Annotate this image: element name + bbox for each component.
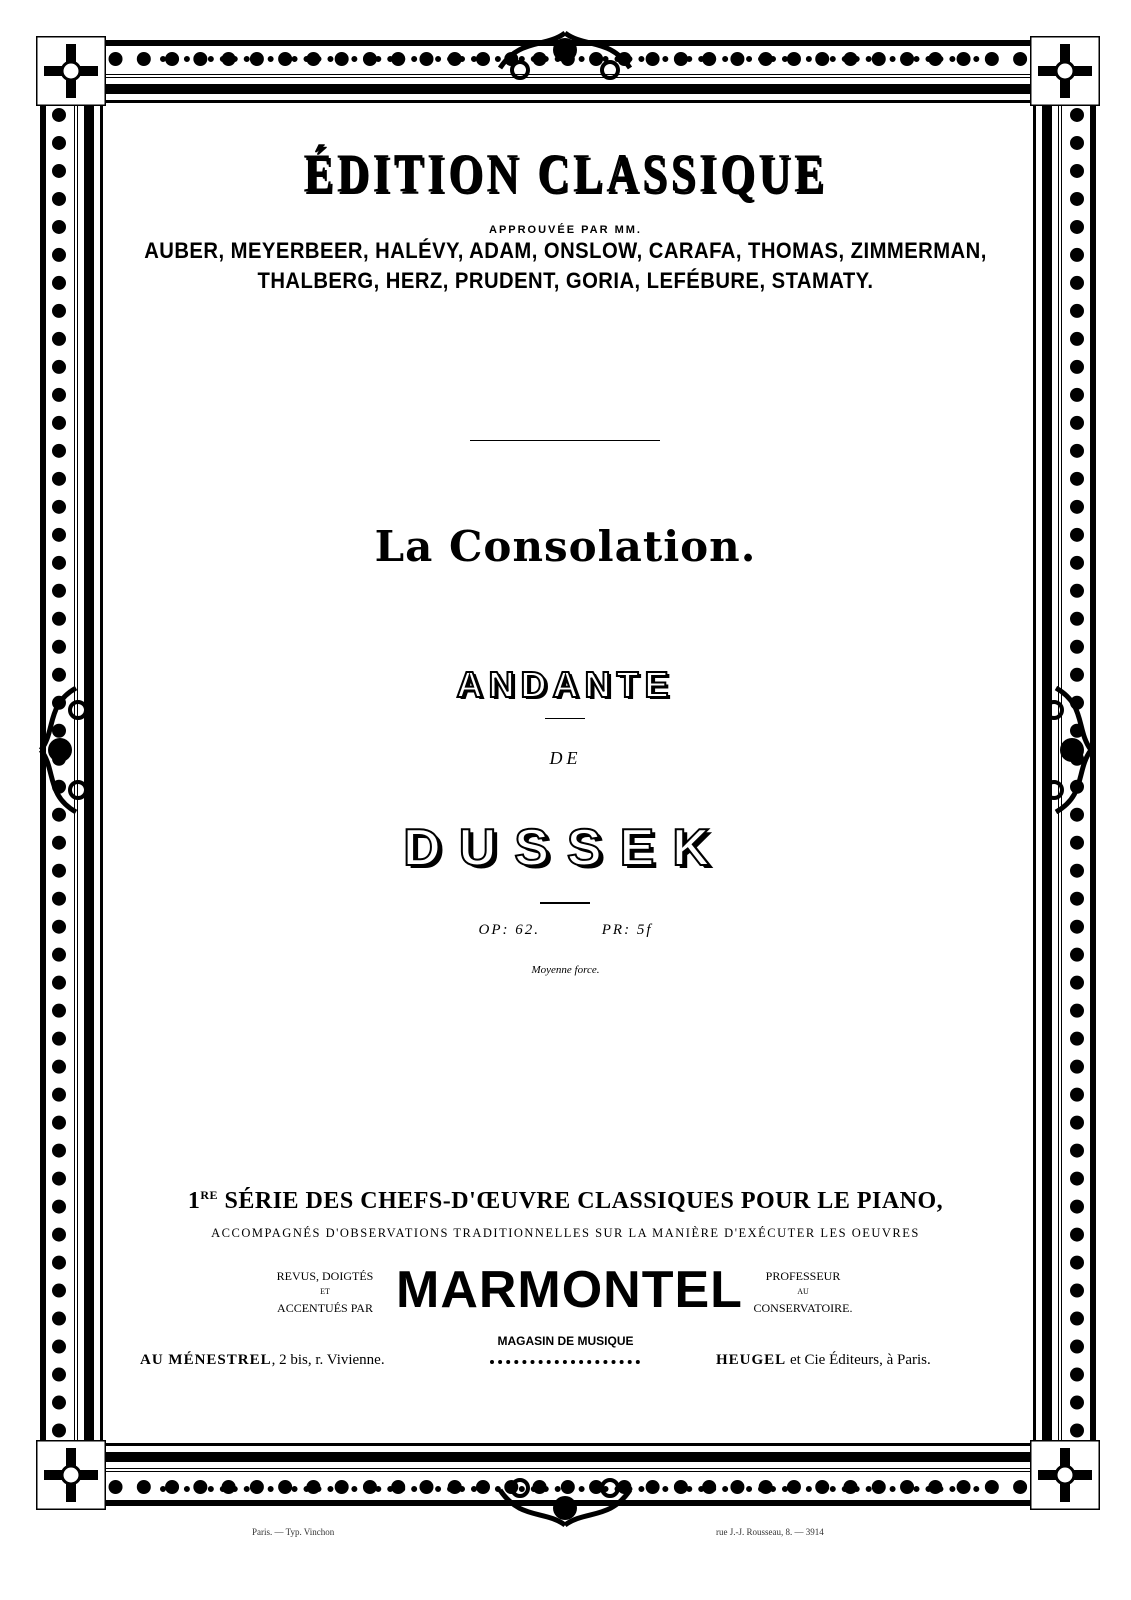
approved-by-label: APPROUVÉE PAR MM. [489, 224, 642, 236]
editor-right-line-1: PROFESSEUR [765, 1269, 841, 1283]
series-number-suffix: RE [200, 1188, 219, 1202]
printer-imprint-right: rue J.-J. Rousseau, 8. — 3914 [716, 1527, 824, 1537]
editor-left-line-1: REVUS, DOIGTÉS [276, 1269, 374, 1283]
opus-price-line [0, 922, 1131, 939]
flourish-rule-2 [540, 902, 590, 904]
corner-cross-icon-bottom-right [1030, 1440, 1100, 1510]
editor-left-line-3: ACCENTUÉS PAR [277, 1301, 373, 1315]
composers-line-1: AUBER, MEYERBEER, HALÉVY, ADAM, ONSLOW, CARAFA, THOMAS, ZIMMERMAN, [144, 238, 987, 263]
opus-number: OP: 62. [478, 922, 540, 938]
edition-title: ÉDITION CLASSIQUE [303, 142, 828, 205]
work-title: La Consolation. [374, 522, 757, 571]
publisher-left-address: , 2 bis, r. Vivienne. [271, 1352, 385, 1368]
publisher-right-rest: et Cie Éditeurs, à Paris. [786, 1352, 931, 1368]
series-number: 1 [187, 1188, 201, 1214]
publisher-left [140, 1352, 385, 1369]
form-title: ANDANTE [456, 664, 675, 705]
de-label: DE [549, 748, 582, 768]
scroll-ornament-icon-bottom [490, 1470, 640, 1530]
series-subtitle: ACCOMPAGNÉS D'OBSERVATIONS TRADITIONNELLES SUR LA MANIÈRE D'EXÉCUTER LES OEUVRES [211, 1226, 920, 1240]
composer-name: DUSSEK [403, 819, 728, 877]
composers-line-2: THALBERG, HERZ, PRUDENT, GORIA, LEFÉBURE, STAMATY. [257, 268, 874, 293]
magasin-label: MAGASIN DE MUSIQUE [497, 1334, 634, 1348]
printer-imprint-left: Paris. — Typ. Vinchon [252, 1527, 335, 1537]
editor-left-note [250, 1268, 400, 1316]
series-title [0, 1188, 1131, 1215]
editor-right-line-2: AU [797, 1287, 809, 1296]
publisher-left-name: AU MÉNESTREL [140, 1352, 272, 1368]
divider-rule [470, 440, 660, 441]
editor-left-line-2: ET [320, 1287, 330, 1296]
publisher-right [716, 1352, 931, 1369]
price: PR: 5f [601, 922, 653, 938]
flourish-rule [545, 718, 585, 719]
corner-cross-icon-top-right [1030, 36, 1100, 106]
publisher-separator [490, 1360, 640, 1370]
editor-right-note [728, 1268, 878, 1316]
editor-name: MARMONTEL [396, 1261, 743, 1319]
scroll-ornament-icon-top [490, 28, 640, 88]
series-title-text: SÉRIE DES CHEFS-D'ŒUVRE CLASSIQUES POUR LE PIANO, [218, 1188, 944, 1214]
corner-cross-icon-top-left [36, 36, 106, 106]
corner-cross-icon-bottom-left [36, 1440, 106, 1510]
publisher-right-name: HEUGEL [716, 1352, 787, 1368]
frame-inner-border [100, 100, 1036, 1446]
editor-right-line-3: CONSERVATOIRE. [753, 1301, 853, 1315]
difficulty-level: Moyenne force. [531, 964, 600, 976]
